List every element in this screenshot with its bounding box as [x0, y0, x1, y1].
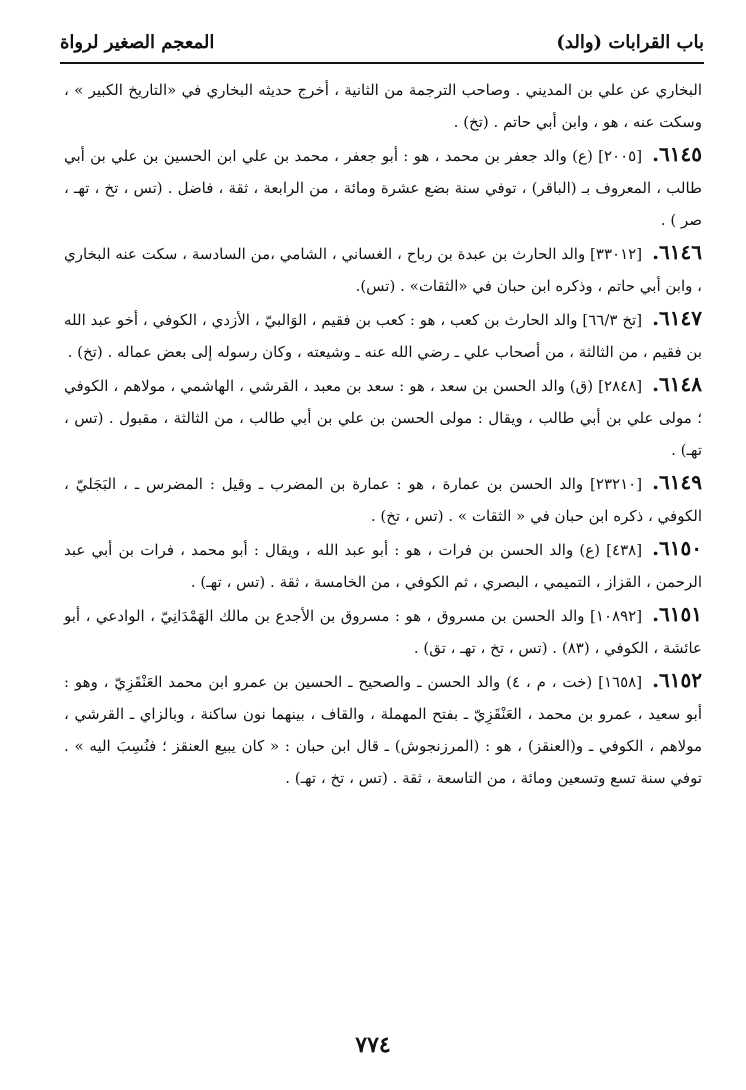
entry-text: [٢٠٠٥] (ع) والد جعفر بن محمد ، هو : أبو جعفر ، محمد بن علي ابن الحسين بن علي بن أبي طالب ، المعروف بـ (الباقر) ، توفي سنة بضع عشرة ومائة ، من الرابعة ، ثقة ، فاضل . (تس ، تخ ، تهـ ، صر ) .: [64, 147, 702, 229]
entry-number: ٦١٤٥.: [652, 142, 702, 166]
entry-text: [تخ ٦٦/٣] والد الحارث بن كعب ، هو : كعب بن فقيم ، الوَالبيّ ، الأزدي ، الكوفي ، أخو عبد الله بن فقيم ، من الثالثة ، من أصحاب علي ـ رضي الله عنه ـ وشيعته ، وكان رسوله إلى بعض عماله . (تخ) .: [64, 311, 702, 361]
entry-text: [٢٨٤٨] (ق) والد الحسن بن سعد ، هو : سعد بن معبد ، القرشي ، الهاشمي ، مولاهم ، الكوفي ؛ مولى علي بن أبي طالب ، ويقال : مولى الحسن بن علي بن أبي طالب ، من الثالثة ، مقبول . (تس ، تهـ) .: [64, 377, 702, 459]
entry-6150: [64, 532, 702, 598]
entry-6148: [64, 368, 702, 466]
entry-number: ٦١٤٧.: [652, 306, 702, 330]
entry-number: ٦١٥٠.: [652, 536, 702, 560]
entry-number: ٦١٥١.: [652, 602, 702, 626]
running-header: [60, 22, 704, 64]
entry-number: ٦١٤٩.: [652, 470, 702, 494]
entry-6149: [64, 466, 702, 532]
entry-number: ٦١٥٢.: [652, 668, 703, 692]
body-text: [64, 74, 702, 794]
entry-number: ٦١٤٨.: [652, 372, 702, 396]
entry-6152: [64, 664, 702, 794]
entry-6145: [64, 138, 702, 236]
entry-text: [٤٣٨] (ع) والد الحسن بن فرات ، هو : أبو عبد الله ، ويقال : أبو محمد ، فرات بن أبي عبد الرحمن ، القزاز ، التميمي ، البصري ، ثم الكوفي ، من الخامسة ، ثقة . (تس ، تهـ) .: [64, 541, 702, 591]
entry-text: [٣٣٠١٢] والد الحارث بن عبدة بن رباح ، الغساني ، الشامي ،من السادسة ، سكت عنه البخاري ، وابن أبي حاتم ، وذكره ابن حبان في «الثقات» . (تس).: [64, 245, 702, 295]
header-book-title: المعجم الصغير لرواة: [60, 31, 215, 53]
entry-6146: [64, 236, 702, 302]
entry-number: ٦١٤٦.: [652, 240, 702, 264]
entry-6151: [64, 598, 702, 664]
header-chapter-title: باب القرابات (والد): [556, 31, 704, 53]
entry-text: [٢٣٢١٠] والد الحسن بن عمارة ، هو : عمارة بن المضرب ـ وقيل : المضرس ـ ، البَجَليّ ، الكوفي ، ذكره ابن حبان في « الثقات » . (تس ، تخ) .: [64, 475, 702, 525]
entry-text: [١٠٨٩٢] والد الحسن بن مسروق ، هو : مسروق بن الأجدع بن مالك الهَمْدَانِيّ ، الوادعي ، أبو عائشة ، الكوفي ، (٨٣) . (تس ، تخ ، تهـ ، تق) .: [64, 607, 702, 657]
entry-text: [١٦٥٨] (خت ، م ، ٤) والد الحسن ـ والصحيح ـ الحسين بن عمرو ابن محمد العَنْقَزِيّ ، وهو : أبو سعيد ، عمرو بن محمد ، العَنْقَزِيّ ـ بفتح المهملة ، والقاف ، بينهما نون ساكنة ، وبالزاي ـ القرشي ، مولاهم ، الكوفي ـ و(العنقز) ، هو : (المرزنجوش) ـ قال ابن حبان : « كان يبيع العنقز ؛ فنُسِبَ اليه » . توفي سنة تسع وتسعين ومائة ، من التاسعة ، ثقة . (تس ، تخ ، تهـ) .: [64, 673, 702, 787]
continuation-paragraph: البخاري عن علي بن المديني . وصاحب الترجمة من الثانية ، أخرج حديثه البخاري في «التاريخ الكبير » ، وسكت عنه ، هو ، وابن أبي حاتم . (تخ) .: [64, 81, 702, 131]
entry-6147: [64, 302, 702, 368]
page-number: ٧٧٤: [355, 1032, 391, 1058]
